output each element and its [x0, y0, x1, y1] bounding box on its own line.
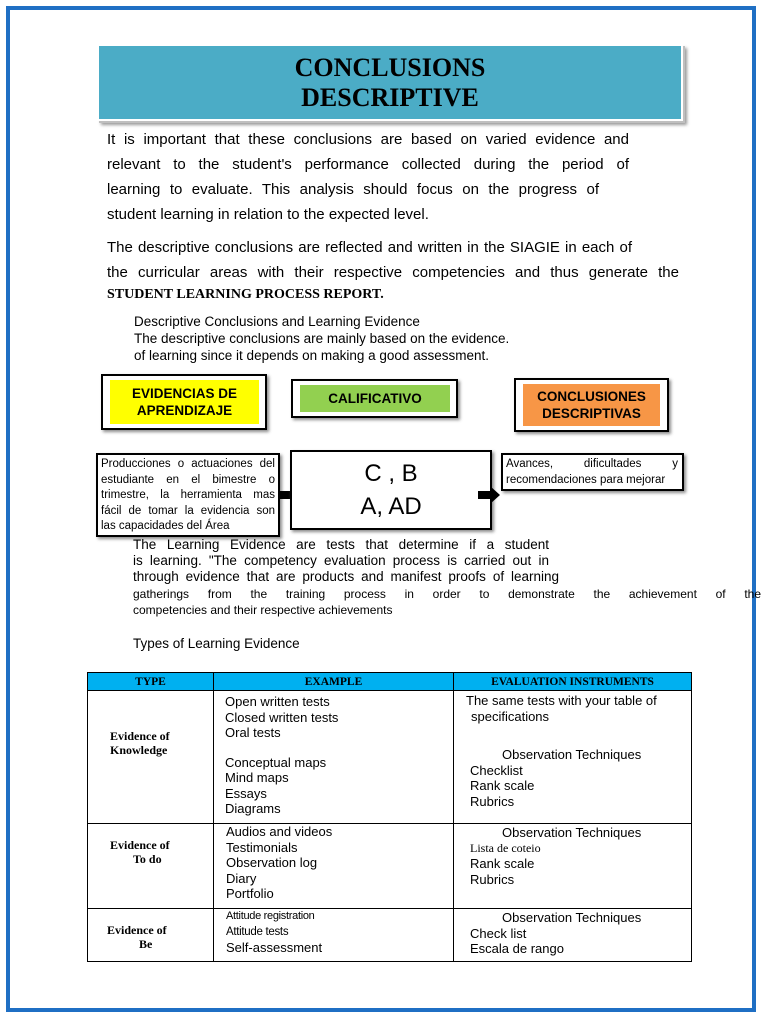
- learning-evidence-continuation: [133, 586, 761, 618]
- conclusions-header-label: CONCLUSIONES DESCRIPTIVAS: [537, 389, 646, 421]
- evidence-header-label: EVIDENCIAS DE APRENDIZAJE: [131, 386, 238, 418]
- intro-line: It is important that these conclusions are based on varied evidence and: [107, 131, 629, 148]
- instrument-item: Observation Techniques: [502, 747, 642, 762]
- type-cell: [88, 824, 214, 909]
- learning-evidence-line: The Learning Evidence are tests that determine if a student: [133, 537, 549, 552]
- grade-header-fill: [300, 385, 450, 412]
- table-header-instruments: EVALUATION INSTRUMENTS: [454, 673, 692, 691]
- instrument-item: Observation Techniques: [502, 825, 642, 840]
- instrument-item: Checklist: [470, 762, 523, 778]
- learning-evidence-line: competencies and their respective achievements: [133, 603, 393, 617]
- grade-values-line-1: C , B: [364, 460, 418, 487]
- example-cell: [214, 824, 454, 909]
- evidence-intro-line: of learning since it depends on making a good assessment.: [134, 348, 489, 363]
- example-item: Diagrams: [225, 801, 281, 816]
- example-item: Closed written tests: [225, 709, 339, 725]
- table-header-example: EXAMPLE: [214, 673, 454, 691]
- example-item: Essays: [225, 785, 267, 801]
- evidence-description-line: trimestre, la herramienta mas: [101, 489, 275, 501]
- example-item: Portfolio: [226, 886, 274, 901]
- instruments-cell: [454, 909, 692, 962]
- evidence-description-line: Producciones o actuaciones del: [101, 458, 275, 470]
- advances-description: [506, 457, 678, 488]
- advances-description-line: Avances, dificultades y: [506, 458, 678, 470]
- grade-values: [292, 452, 490, 528]
- example-item: Conceptual maps: [225, 754, 327, 770]
- siagie-paragraph: [107, 235, 679, 285]
- siagie-line: the curricular areas with their respective competencies and thus generate the: [107, 264, 679, 281]
- evidence-description-line: las capacidades del Área: [101, 520, 230, 532]
- type-line: To do: [133, 852, 162, 866]
- siagie-line: The descriptive conclusions are reflected and written in the SIAGIE in each of: [107, 239, 632, 256]
- instrument-item: The same tests with your table of: [466, 693, 657, 708]
- instrument-item: Escala de rango: [470, 941, 564, 956]
- arrow-right-icon: [478, 486, 500, 504]
- instrument-item: Check list: [470, 925, 527, 941]
- title-line-1: CONCLUSIONS: [294, 52, 486, 82]
- intro-line: relevant to the student's performance collected during the period of: [107, 156, 629, 173]
- instruments-cell: [454, 691, 692, 824]
- example-item: Attitude tests: [226, 925, 289, 938]
- instrument-item: Rubrics: [470, 793, 515, 809]
- learning-evidence-line: gatherings from the training process in order to demonstrate the achievement of the: [133, 587, 761, 601]
- evidence-intro-line: The descriptive conclusions are mainly based on the evidence.: [134, 331, 510, 346]
- evidence-header-fill: [110, 380, 259, 424]
- example-cell: [214, 691, 454, 824]
- type-cell: [88, 691, 214, 824]
- instrument-item: Rank scale: [470, 778, 535, 793]
- evidence-types-table: [87, 672, 692, 962]
- example-item: Audios and videos: [226, 824, 333, 839]
- table-header-row: [88, 673, 692, 691]
- example-item: Attitude registration: [226, 910, 315, 922]
- example-item: Mind maps: [225, 770, 289, 785]
- type-line: Evidence of: [110, 729, 170, 743]
- grade-values-line-2: A, AD: [360, 493, 422, 520]
- instrument-item: specifications: [471, 708, 550, 724]
- learning-evidence-paragraph: [133, 537, 559, 585]
- intro-paragraph: [107, 127, 629, 227]
- instrument-item: Observation Techniques: [502, 910, 642, 925]
- conclusions-header-fill: [523, 384, 660, 426]
- instrument-item: Rubrics: [470, 871, 515, 887]
- example-cell: [214, 909, 454, 962]
- type-line: Evidence of: [110, 838, 170, 852]
- evidence-intro: [134, 313, 509, 364]
- table-row: [88, 691, 692, 824]
- title-banner: [97, 44, 683, 121]
- intro-line: student learning in relation to the expected level.: [107, 206, 429, 223]
- instrument-item: [454, 724, 691, 747]
- instrument-item: Lista de coteio: [470, 840, 541, 855]
- example-item: Diary: [226, 870, 257, 886]
- example-item: Testimonials: [226, 839, 298, 855]
- table-header-type: TYPE: [88, 673, 214, 691]
- advances-description-line: recomendaciones para mejorar: [506, 473, 666, 486]
- learning-evidence-line: is learning. "The competency evaluation process is carried out in: [133, 553, 549, 568]
- evidence-description-line: estudiante en el bimestre o: [101, 473, 275, 486]
- instruments-cell: [454, 824, 692, 909]
- learning-evidence-line: through evidence that are products and manifest proofs of learning: [133, 569, 559, 584]
- table-row: [88, 909, 692, 962]
- type-line: Knowledge: [110, 743, 168, 757]
- example-item: [225, 741, 453, 755]
- intro-line: learning to evaluate. This analysis should focus on the progress of: [107, 181, 599, 198]
- type-line: Be: [139, 937, 153, 951]
- table-row: [88, 824, 692, 909]
- instrument-item: Rank scale: [470, 856, 535, 871]
- evidence-intro-line: Descriptive Conclusions and Learning Evidence: [134, 314, 420, 329]
- type-cell: [88, 909, 214, 962]
- types-heading: Types of Learning Evidence: [133, 636, 300, 651]
- evidence-description-line: fácil de tomar la evidencia son: [101, 504, 275, 517]
- example-item: Open written tests: [225, 694, 330, 709]
- grade-header-label: CALIFICATIVO: [328, 391, 422, 406]
- example-item: Observation log: [226, 855, 318, 870]
- report-title: STUDENT LEARNING PROCESS REPORT.: [107, 287, 384, 302]
- evidence-description: [101, 457, 275, 535]
- example-item: Self-assessment: [226, 940, 323, 955]
- title-line-2: DESCRIPTIVE: [301, 82, 479, 112]
- type-line: Evidence of: [107, 923, 167, 937]
- example-item: Oral tests: [225, 725, 281, 740]
